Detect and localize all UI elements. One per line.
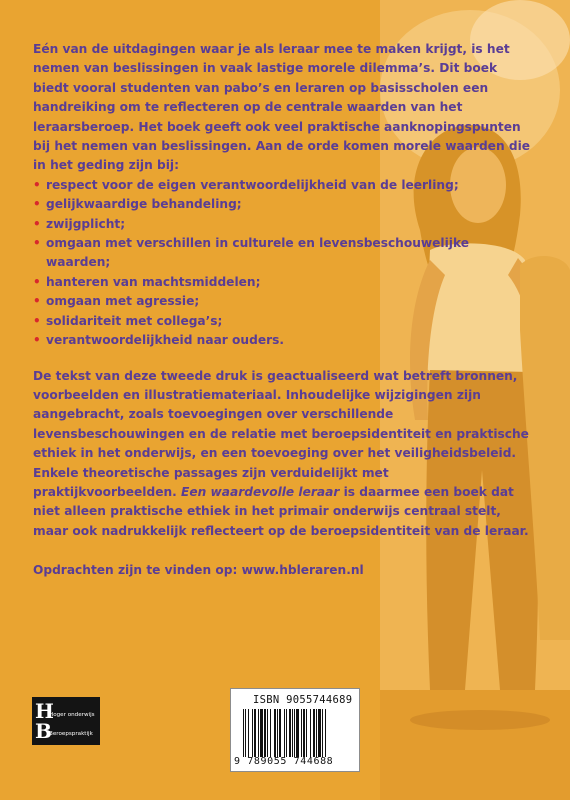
- barcode-bar: [258, 709, 259, 757]
- publisher-logo: [32, 697, 100, 745]
- barcode-bar: [243, 709, 244, 757]
- barcode-bar: [303, 709, 305, 757]
- photo-shadow: [410, 710, 550, 730]
- barcode-bar: [289, 709, 291, 757]
- list-item: [33, 273, 533, 292]
- barcode-bar: [294, 709, 295, 757]
- list-item: [33, 176, 533, 195]
- barcode-bar: [325, 709, 326, 757]
- bullet-icon: •: [33, 294, 41, 309]
- barcode-bar: [318, 709, 321, 757]
- logo-line-beroepspraktijk: Beroepspraktijk: [49, 731, 93, 737]
- list-item-text: omgaan met verschillen in culturele en levensbeschouwelijke waarden;: [46, 236, 469, 270]
- barcode-bars: [243, 709, 349, 757]
- barcode-bar: [264, 709, 266, 757]
- list-item: [33, 331, 533, 350]
- logo-letter-h: H: [35, 699, 54, 723]
- barcode-bar: [277, 709, 278, 757]
- list-item: [33, 292, 533, 311]
- bullet-icon: •: [33, 197, 41, 212]
- barcode-bar: [286, 709, 287, 757]
- logo-line-hoger-onderwijs: Hoger onderwijs: [49, 712, 95, 718]
- list-item: [33, 215, 533, 234]
- barcode-bar: [301, 709, 302, 757]
- list-item-text: omgaan met agressie;: [46, 294, 200, 309]
- list-item-text: respect voor de eigen verantwoordelijkheid van de leerling;: [46, 177, 459, 192]
- barcode-bar: [254, 709, 256, 757]
- barcode-bar: [322, 709, 323, 757]
- isbn-number: ISBN 9055744689: [253, 694, 353, 706]
- ean-digits: 9 789055 744688: [234, 756, 334, 767]
- list-item-text: gelijkwaardige behandeling;: [46, 197, 242, 212]
- list-item-text: solidariteit met collega’s;: [46, 313, 223, 328]
- barcode-bar: [279, 709, 281, 757]
- barcode-bar: [284, 709, 285, 757]
- barcode-bar: [270, 709, 271, 757]
- logo-letter-b: B: [35, 719, 52, 743]
- list-item-text: verantwoordelijkheid naar ouders.: [46, 333, 284, 348]
- list-item-text: zwijgplicht;: [46, 216, 126, 231]
- barcode-bar: [260, 709, 263, 757]
- barcode-bar: [306, 709, 307, 757]
- barcode-bar: [248, 709, 249, 757]
- list-item-text: hanteren van machtsmiddelen;: [46, 274, 261, 289]
- bullet-icon: •: [33, 274, 41, 289]
- barcode-label: [230, 688, 360, 772]
- barcode-bar: [296, 709, 299, 757]
- list-item: [33, 195, 533, 214]
- list-item: [33, 234, 533, 273]
- assignments-link-text: Opdrachten zijn te vinden op: www.hbleraren.nl: [33, 563, 364, 578]
- photo-ground: [380, 690, 570, 800]
- barcode-bar: [316, 709, 317, 757]
- bullet-icon: •: [33, 177, 41, 192]
- barcode-bar: [252, 709, 253, 757]
- blurb-text: [33, 40, 533, 581]
- barcode-bar: [310, 709, 311, 757]
- bullet-icon: •: [33, 333, 41, 348]
- list-item: [33, 312, 533, 331]
- blurb-intro: Eén van de uitdagingen waar je als leraar mee te maken krijgt, is het nemen van beslissingen in vaak lastige morele dilemma’s. Dit boek biedt vooral studenten van pabo’s en leraren op basisscholen een handreiking om te reflecteren op de centrale waarden van het leraarsberoep. Het boek geeft ook veel praktische aanknopingspunten bij het nemen van beslissingen. Aan de orde komen morele waarden die in het geding zijn bij:: [33, 42, 531, 173]
- blurb-second-paragraph: [33, 367, 533, 542]
- barcode-bar: [245, 709, 246, 757]
- second-paragraph-start: De tekst van deze tweede druk is geactualiseerd wat betreft bronnen, voorbeelden en illustratiemateriaal. Inhoudelijke wijzigingen zijn aangebracht, zoals toevoegingen over verschillende levensbeschouwingen en de relatie met beroepsidentiteit en praktische ethiek in het onderwijs, en een toevoeging over het veiligheidsbeleid. Enkele theoretische passages zijn verduidelijkt met praktijkvoorbeelden.: [33, 368, 529, 499]
- barcode-bar: [313, 709, 315, 757]
- barcode-bar: [292, 709, 293, 757]
- bullet-icon: •: [33, 236, 41, 251]
- values-list: [33, 176, 533, 351]
- book-title: Een waardevolle leraar: [181, 484, 340, 499]
- bullet-icon: •: [33, 313, 41, 328]
- barcode-bar: [274, 709, 276, 757]
- second-paragraph-end: is daarmee een boek dat niet alleen praktische ethiek in het primair onderwijs centraal stelt, maar ook nadrukkelijk reflecteert op de beroepsidentiteit van de leraar.: [33, 484, 529, 538]
- barcode-bar: [267, 709, 268, 757]
- bullet-icon: •: [33, 216, 41, 231]
